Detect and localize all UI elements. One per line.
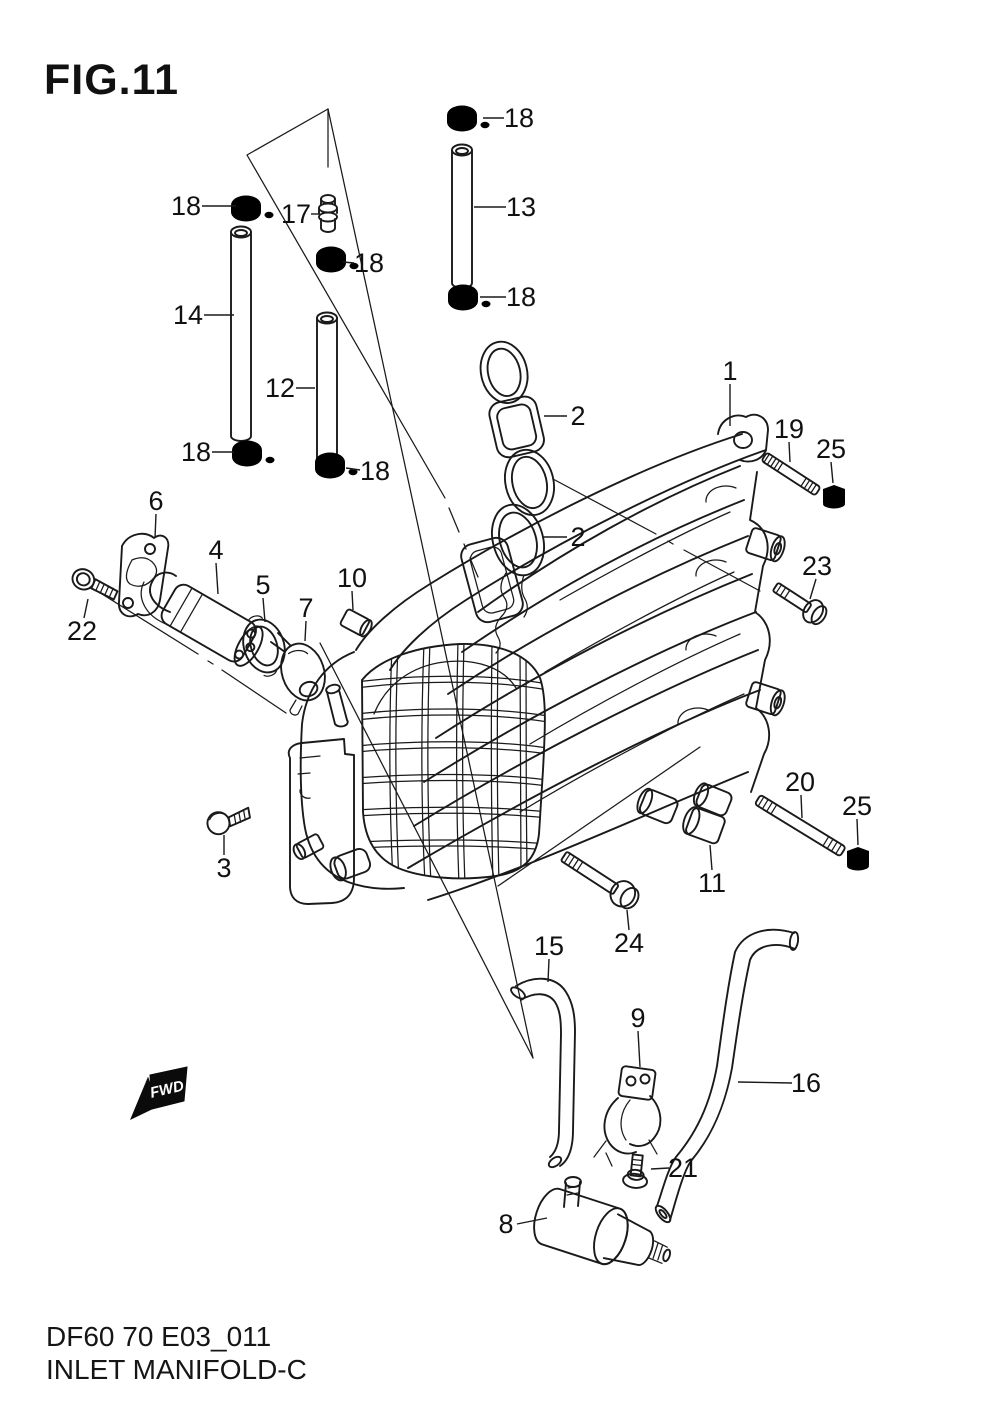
callout-24: 24 <box>613 928 645 958</box>
callout-18: 18 <box>353 248 385 278</box>
callout-25: 25 <box>841 791 873 821</box>
hose-clamp-18 <box>315 449 358 479</box>
bolt-23 <box>769 577 831 629</box>
leader-line <box>638 1031 640 1067</box>
callout-14: 14 <box>172 300 204 330</box>
valve-body-4 <box>141 573 268 671</box>
leader-line <box>857 819 858 845</box>
model-code: DF60 70 E03_011 <box>46 1321 272 1352</box>
leader-line <box>352 591 353 610</box>
callout-16: 16 <box>790 1068 822 1098</box>
leader-line <box>548 959 549 982</box>
callout-17: 17 <box>280 199 312 229</box>
callout-5: 5 <box>255 570 271 600</box>
hose-clamp-18 <box>447 102 490 132</box>
clamp-bracket-9 <box>594 1066 660 1166</box>
fuel-tube-12 <box>317 313 337 464</box>
stud-19 <box>761 452 820 495</box>
callout-18: 18 <box>503 103 535 133</box>
leader-line <box>789 442 790 462</box>
leader-line <box>831 462 833 483</box>
callout-11: 11 <box>697 868 727 898</box>
leader-line <box>155 514 156 538</box>
fwd-marker <box>131 1067 187 1119</box>
bolt-21 <box>622 1154 649 1189</box>
callout-2: 2 <box>570 401 586 431</box>
callout-18: 18 <box>180 437 212 467</box>
leader-line <box>651 1168 669 1169</box>
figure-name: INLET MANIFOLD-C <box>46 1354 307 1386</box>
leader-line <box>216 563 218 594</box>
callout-2: 2 <box>570 522 586 552</box>
callout-19: 19 <box>773 414 805 444</box>
fuel-filter-8 <box>528 1177 679 1283</box>
callout-4: 4 <box>208 535 224 565</box>
leader-line <box>343 262 354 263</box>
callout-6: 6 <box>148 486 164 516</box>
hose-clamp-18 <box>231 192 274 222</box>
gasket-2-upper <box>474 337 561 520</box>
fuel-tube-13 <box>452 145 472 289</box>
callout-18: 18 <box>170 191 202 221</box>
silencer-grid <box>356 640 548 885</box>
leader-line <box>801 795 802 818</box>
figure-title: FIG.11 <box>44 56 180 104</box>
leader-line <box>305 621 306 641</box>
callout-15: 15 <box>533 931 565 961</box>
callout-3: 3 <box>216 853 232 883</box>
nut-25 <box>847 847 869 871</box>
callout-18: 18 <box>505 282 537 312</box>
leader-line <box>710 845 712 870</box>
screw-3 <box>206 807 252 836</box>
joint-17 <box>319 195 337 232</box>
fuel-tube-14 <box>231 227 251 442</box>
bolt-22 <box>69 566 120 603</box>
leader-line <box>346 468 360 470</box>
inlet-manifold-1 <box>289 415 788 904</box>
callout-18: 18 <box>359 456 391 486</box>
callout-21: 21 <box>667 1153 699 1183</box>
page-footer <box>46 1320 307 1386</box>
callout-25: 25 <box>815 434 847 464</box>
callout-20: 20 <box>784 767 816 797</box>
callout-7: 7 <box>298 593 314 623</box>
bushing-11 <box>680 805 726 845</box>
callout-22: 22 <box>66 616 98 646</box>
callout-10: 10 <box>336 563 368 593</box>
leader-line <box>517 1218 547 1224</box>
leader-line <box>810 579 816 599</box>
callout-layer <box>67 103 872 1239</box>
nut-25 <box>823 485 845 509</box>
leader-line <box>263 598 265 622</box>
callout-9: 9 <box>630 1003 646 1033</box>
callout-1: 1 <box>722 356 738 386</box>
fwd-label: FWD <box>148 1077 186 1102</box>
callout-23: 23 <box>801 551 833 581</box>
bolt-24 <box>557 845 643 914</box>
hose-15 <box>509 979 575 1170</box>
callout-8: 8 <box>498 1209 514 1239</box>
leader-line <box>738 1082 792 1083</box>
leader-line <box>627 910 629 930</box>
callout-12: 12 <box>264 373 296 403</box>
gasket-5 <box>235 610 292 681</box>
callout-13: 13 <box>505 192 537 222</box>
hose-clamp-18 <box>316 243 359 273</box>
stud-20 <box>755 795 846 857</box>
